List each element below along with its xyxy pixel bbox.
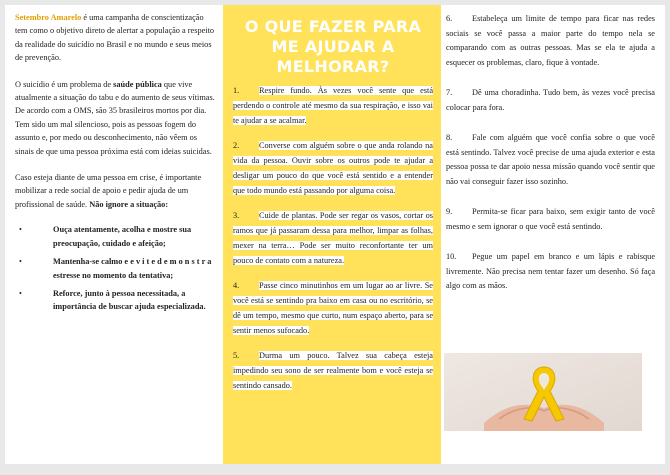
- step-text: Dê uma choradinha. Tudo bem, às vezes você precisa colocar para fora.: [446, 88, 655, 112]
- intro-text: é uma campanha de conscientização tem como o objetivo direto de alertar a população a respeito da realidade do suicídio no Brasil e no mundo e seus meios de prevenção.: [15, 13, 215, 63]
- list-item: [15, 287, 216, 314]
- step-text: Respire fundo. Às vezes você sente que está perdendo o controle até mesmo da sua respiração, e isso vai te ajudar a se acalmar.: [233, 86, 433, 125]
- intro-paragraph: [15, 11, 216, 65]
- step-number: 10.: [446, 252, 457, 261]
- step-number: 6.: [446, 14, 453, 23]
- step-item: [446, 131, 655, 189]
- step-text: Converse com alguém sobre o que anda rolando na vida da pessoa. Ouvir sobre os outros pode te ajudar a desligar um pouco do que você está sentido e a entender que todo mundo está passando por alguma coisa.: [233, 141, 433, 195]
- step-text: Fale com alguém que você confia sobre o que você está sentindo. Talvez você precise de uma ajuda exterior e esta pessoa possa te dar apoio nessa missão quando você sentir que não vai conseguir fazer isso sozinho.: [446, 133, 655, 186]
- crisis-paragraph: [15, 171, 216, 211]
- list-item-text: Ouça atentamente, acolha e mostre sua preocupação, cuidado e afeição;: [53, 225, 192, 248]
- step-item: [446, 205, 655, 234]
- bullet-icon: •: [19, 288, 22, 298]
- step-number: 2.: [233, 141, 240, 150]
- section-title: O QUE FAZER PARA ME AJUDAR A MELHORAR?: [244, 17, 422, 76]
- steps-list-1: [233, 83, 433, 393]
- bullet-icon: •: [19, 225, 22, 235]
- step-number: 5.: [233, 351, 240, 360]
- step-item: [446, 86, 655, 115]
- p2-bold: saúde pública: [113, 79, 162, 89]
- yellow-ribbon-icon: [444, 353, 642, 431]
- step-number: 8.: [446, 133, 453, 142]
- step-text: Cuide de plantas. Pode ser regar os vasos, cortar os ramos que já passaram dessa para melhor, limpar as folhas, mexer na terra… Pode ser muito reconfortante ter um pouco de contato com a natureza.: [233, 211, 433, 265]
- ribbon-photo: [444, 353, 642, 431]
- step-text: Durma um pouco. Talvez sua cabeça esteja impedindo seu sono de ser realmente bom e você esteja se sentindo cansado.: [233, 351, 433, 390]
- step-number: 9.: [446, 207, 453, 216]
- middle-column: [223, 5, 441, 464]
- step-text: Estabeleça um limite de tempo para ficar nas redes sociais se você passa a maior parte do tempo nela se comparando com as outras pessoas. Mas se ela te ajuda a esquecer os problemas, claro, fique à vontade.: [446, 14, 655, 67]
- step-text: Passe cinco minutinhos em um lugar ao ar livre. Se você está se sentindo pra baixo em casa ou no escritório, se dê um tempo, mesmo que curto, num espaço aberto, para se sentir menos sufocado.: [233, 281, 433, 335]
- campaign-name: Setembro Amarelo: [15, 13, 82, 22]
- step-item: [233, 278, 433, 338]
- step-item: [233, 208, 433, 268]
- p2-rest: que vive atualmente a situação do tabu e do aumento de seus vítimas. De acordo com a OMS, são 35 brasileiros mortos por dia. Tem sido um mal silencioso, pois as pessoas fogem do assunto e, por medo ou desconhecimento, não vêem os sinais de que uma pessoa próxima está com ideias suicidas.: [15, 79, 215, 156]
- public-health-paragraph: [15, 78, 216, 158]
- p3-bold: Não ignore a situação:: [89, 199, 169, 209]
- bullet-icon: •: [19, 257, 22, 267]
- step-item: [233, 138, 433, 198]
- step-item: [446, 12, 655, 70]
- step-number: 1.: [233, 86, 240, 95]
- step-text: Pegue um papel em branco e um lápis e rabisque livremente. Não precisa nem tentar fazer um desenho. Só faça algo com as mãos.: [446, 252, 655, 290]
- steps-list-2: [443, 12, 655, 294]
- list-item: [15, 255, 216, 282]
- list-item-text: Mantenha-se calmo e e v i t e d e m o n s t r a estresse no momento da tentativa;: [53, 257, 212, 280]
- p3-text: Caso esteja diante de uma pessoa em crise, é importante mobilizar a rede social de apoio e pedir ajuda de um profissional de saúde.: [15, 173, 202, 209]
- right-column: [441, 5, 665, 464]
- step-number: 3.: [233, 211, 240, 220]
- step-number: 4.: [233, 281, 240, 290]
- step-item: [233, 348, 433, 393]
- list-item-text: Reforce, junto à pessoa necessitada, a importância de buscar ajuda especializada.: [53, 288, 206, 312]
- step-item: [233, 83, 433, 128]
- step-number: 7.: [446, 88, 453, 97]
- advice-list: [15, 223, 216, 313]
- list-item: [15, 223, 216, 250]
- p2-start: O suicídio é um problema de: [15, 79, 114, 89]
- left-column: [5, 5, 223, 464]
- step-item: [446, 250, 655, 294]
- step-text: Permita-se ficar para baixo, sem exigir tanto de você mesmo e sem ignorar o que você está sentindo.: [446, 207, 655, 231]
